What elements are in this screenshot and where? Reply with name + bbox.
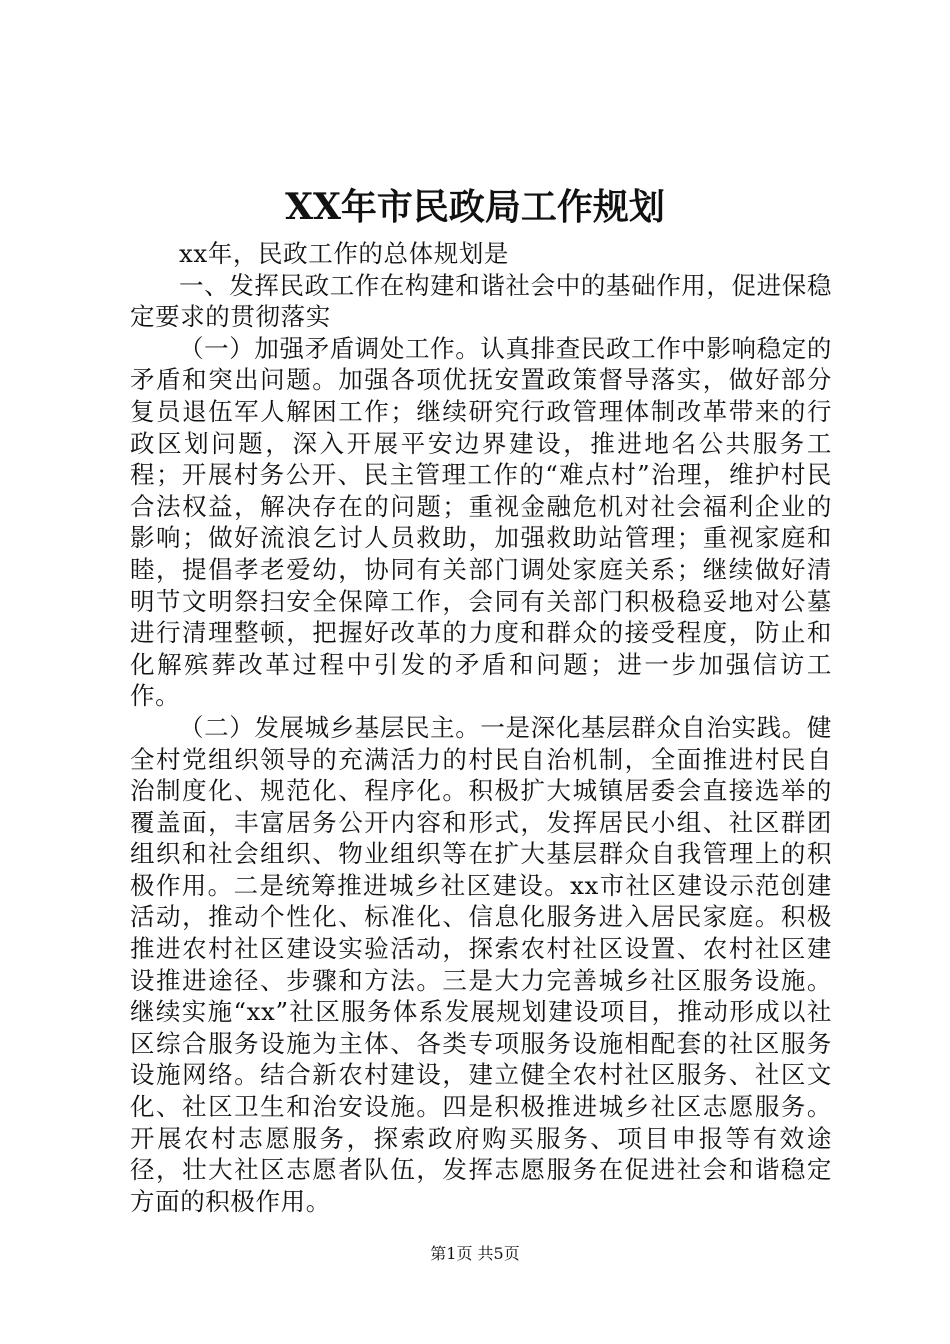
subsection-2-paragraph: （二）发展城乡基层民主。一是深化基层群众自治实践。健全村党组织领导的充满活力的村民自治机制，全面推进村民自治制度化、规范化、程序化。积极扩大城镇居委会直接选举的覆盖面，丰富居务公开内容和形式，发挥居民小组、社区群团组织和社会组织、物业组织等在扩大基层群众自我管理上的积极作用。二是统筹推进城乡社区建设。xx市社区建设示范创建活动，推动个性化、标准化、信息化服务进入居民家庭。积极推进农村社区建设实验活动，探索农村社区设置、农村社区建设推进途径、步骤和方法。三是大力完善城乡社区服务设施。继续实施“xx”社区服务体系发展规划建设项目，推动形成以社区综合服务设施为主体、各类专项服务设施相配套的社区服务设施网络。结合新农村建设，建立健全农村社区服务、社区文化、社区卫生和治安设施。四是积极推进城乡社区志愿服务。开展农村志愿服务，探索政府购买服务、项目申报等有效途径，壮大社区志愿者队伍，发挥志愿服务在促进社会和谐稳定方面的积极作用。 [130,712,832,1216]
page-total: 共5页 [477,1244,520,1263]
page-number: 第1页 [430,1244,473,1263]
document-title: XX年市民政局工作规划 [285,186,665,228]
page-footer [0,1242,950,1266]
intro-paragraph: xx年，民政工作的总体规划是 [179,239,510,268]
subsection-1-paragraph: （一）加强矛盾调处工作。认真排查民政工作中影响稳定的矛盾和突出问题。加强各项优抚安置政策督导落实，做好部分复员退伍军人解困工作；继续研究行政管理体制改革带来的行政区划问题，深入开展平安边界建设，推进地名公共服务工程；开展村务公开、民主管理工作的“难点村”治理，维护村民合法权益，解决存在的问题；重视金融危机对社会福利企业的影响；做好流浪乞讨人员救助，加强救助站管理；重视家庭和睦，提倡孝老爱幼，协同有关部门调处家庭关系；继续做好清明节文明祭扫安全保障工作，会同有关部门积极稳妥地对公墓进行清理整顿，把握好改革的力度和群众的接受程度，防止和化解殡葬改革过程中引发的矛盾和问题；进一步加强信访工作。 [130,333,832,711]
section-heading-1: 一、发挥民政工作在构建和谐社会中的基础作用，促进保稳定要求的贯彻落实 [130,270,832,332]
document-body [130,238,832,1217]
